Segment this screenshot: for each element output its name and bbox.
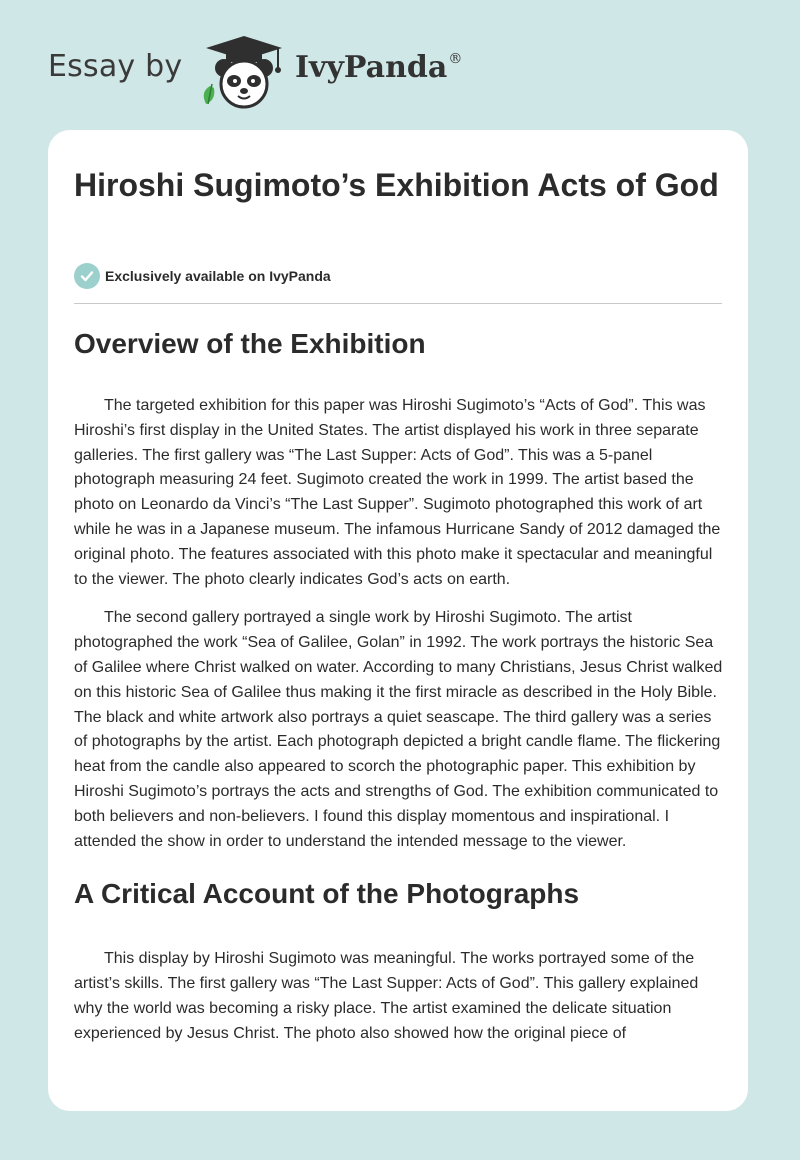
exclusive-badge [74, 263, 331, 289]
essay-by-label: Essay by [48, 49, 183, 84]
paragraph: The targeted exhibition for this paper was Hiroshi Sugimoto’s “Acts of God”. This was Hiroshi’s first display in the United States. The artist displayed his work in three separate galleries. The first gallery was “The Last Supper: Acts of God”. This was a 5-panel photograph measuring 24 feet. Sugimoto created the work in 1999. The artist based the photo on Leonardo da Vinci’s “The Last Supper”. Sugimoto photographed this work of art while he was in a Japanese museum. The infamous Hurricane Sandy of 2012 damaged the original photo. The features associated with this photo make it spectacular and meaningful to the viewer. The photo clearly indicates God’s acts on earth. [74, 397, 721, 588]
article-title: Hiroshi Sugimoto’s Exhibition Acts of God [74, 167, 719, 203]
paragraph: This display by Hiroshi Sugimoto was meaningful. The works portrayed some of the artist’s skills. The first gallery was “The Last Supper: Acts of God”. This gallery explained why the world was becoming a risky place. The artist examined the delicate situation experienced by Jesus Christ. The photo also showed how the original piece of [74, 950, 699, 1042]
site-header [0, 0, 800, 130]
badge-text: Exclusively available on IvyPanda [105, 268, 331, 284]
registered-mark: ® [448, 51, 463, 67]
brand-name[interactable]: IvyPanda® [295, 50, 463, 85]
paragraph: The second gallery portrayed a single work by Hiroshi Sugimoto. The artist photographed the work “Sea of Galilee, Golan” in 1992. The work portrays the historic Sea of Galilee where Christ walked on water. According to many Christians, Jesus Christ walked on this historic Sea of Galilee thus making it the first miracle as described in the Holy Bible. The black and white artwork also portrays a quiet seascape. The third gallery was a series of photographs by the artist. Each photograph depicted a bright candle flame. The flickering heat from the candle also appeared to scorch the photographic paper. This exhibition by Hiroshi Sugimoto’s portrays the acts and strengths of God. The exhibition communicated to both believers and non-believers. I found this display momentous and inspirational. I attended the show in order to understand the intended message to the viewer. [74, 609, 723, 850]
divider [74, 303, 722, 304]
section-heading-critical-account: A Critical Account of the Photographs [74, 878, 580, 910]
article-card [48, 130, 748, 1111]
check-circle-icon [74, 263, 100, 289]
section-heading-overview: Overview of the Exhibition [74, 328, 426, 359]
article-body [74, 322, 724, 1047]
panda-graduate-icon[interactable] [198, 34, 290, 110]
